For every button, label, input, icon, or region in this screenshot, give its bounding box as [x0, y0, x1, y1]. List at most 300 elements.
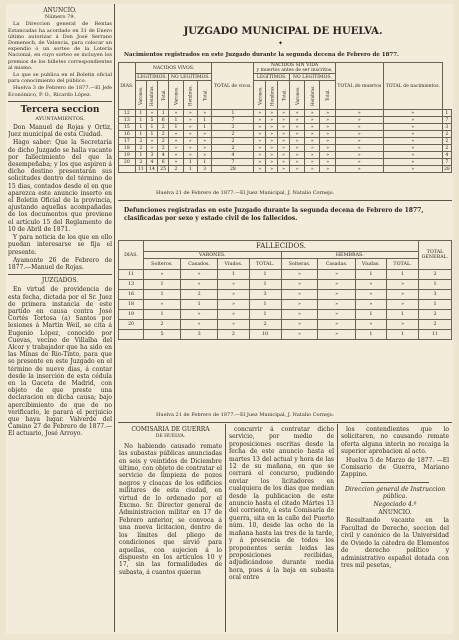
table-cell: 2 [419, 320, 452, 330]
page-title: JUZGADO MUNICIPAL DE HUELVA. [183, 26, 383, 37]
births-subheader: Hembras. [183, 81, 197, 110]
table-cell: » [183, 152, 197, 159]
table-cell: 1 [387, 310, 419, 320]
dia-cell: 18 [119, 145, 136, 152]
table-cell: » [254, 152, 266, 159]
table-cell: 2 [419, 310, 452, 320]
table-cell: 1 [146, 124, 157, 131]
table-cell: » [290, 110, 305, 117]
dias-header: DIAS. [119, 63, 136, 110]
anuncio-paragraph: Huelva 3 de Febrero de 1877.—El Jefe Económico, P. O., Ricardo López. [8, 85, 112, 98]
births-subheader: Varones. [290, 81, 305, 110]
table-cell: 1 [183, 166, 197, 173]
table-cell: 1 [169, 117, 183, 124]
table-cell: » [320, 117, 335, 124]
table-cell: » [266, 152, 278, 159]
table-cell: 11 [135, 166, 146, 173]
table-cell: 2 [169, 166, 183, 173]
table-cell: » [169, 152, 183, 159]
dia-cell: 20 [119, 320, 144, 330]
table-cell: » [254, 159, 266, 166]
table-cell: » [181, 310, 218, 320]
section-rule [118, 422, 452, 423]
deaths-subheader: Casados. [181, 259, 218, 270]
table-cell: 3 [419, 290, 452, 300]
table-cell: » [335, 138, 383, 145]
dia-cell: 12 [119, 110, 136, 117]
juzgados-paragraph: En virtud de providencia de esta fecha, dictada por el Sr. Juez de primera instancia de este partido en causa contra José Cortés Tortosa (a) Santos por lesiones á Martin Weil, se cita á Eugenio López, conocido por Cuevas, vecino de Villalba del Alcor y trabajador que ha sido en las Minas de Rio-Tinto, para que se presente en este Juzgado en el término de nueve dias, á contar desde la inserción de esta cédula en la Gaceta de Madrid, con objeto de que preste una declaracion en dicha causa; bajo apercibimiento de que de no verificarlo, le parará el perjuicio que haya lugar. Valverde del Camino 27 de Febrero de 1877.—El actuario, José Arroyo. [8, 286, 112, 438]
table-row [119, 110, 452, 117]
table-cell: 5 [146, 117, 157, 124]
table-row [119, 117, 452, 124]
table-cell: » [383, 131, 442, 138]
table-cell: 1 [135, 110, 146, 117]
table-cell: 1 [355, 270, 386, 280]
table-cell: 1 [144, 280, 181, 290]
hembras-header: HEMBRAS. [281, 252, 418, 259]
dias-header: DIAS. [119, 241, 144, 270]
table-cell: » [278, 138, 290, 145]
deaths-subheader: Viudas. [355, 259, 386, 270]
table-cell: 2 [135, 138, 146, 145]
table-cell: » [278, 117, 290, 124]
table-cell: » [198, 138, 212, 145]
table-cell: » [290, 166, 305, 173]
table-cell: » [144, 270, 181, 280]
dia-cell: 19 [119, 152, 136, 159]
table-cell: 6 [158, 117, 169, 124]
births-footer: Huelva 21 de Febrero de 1877.—El Juez Municipal, J. Natalio Cornejo. [156, 190, 335, 196]
divider [8, 274, 112, 275]
table-cell: 2 [158, 145, 169, 152]
table-cell: » [383, 145, 442, 152]
table-cell: 1 [135, 152, 146, 159]
table-cell: » [169, 110, 183, 117]
dia-cell: 16 [119, 290, 144, 300]
table-cell: » [318, 310, 355, 320]
table-cell: » [305, 124, 320, 131]
dia-cell: 17 [119, 138, 136, 145]
table-cell: 4 [212, 152, 254, 159]
right-column [341, 426, 449, 632]
table-cell: » [266, 159, 278, 166]
deaths-footer: Huelva 21 de Febrero de 1877.—El Juez Municipal, J. Natalio Cornejo. [156, 412, 335, 418]
table-cell: » [198, 110, 212, 117]
births-table-wrap [118, 62, 452, 173]
table-cell: 1 [144, 310, 181, 320]
table-row [119, 300, 452, 310]
total-nacimientos-header: TOTAL de nacimientos. [383, 63, 442, 110]
divider [361, 482, 429, 483]
table-cell: » [318, 280, 355, 290]
table-cell: » [281, 280, 318, 290]
table-cell: » [266, 145, 278, 152]
table-cell: » [305, 117, 320, 124]
table-row [119, 131, 452, 138]
anuncio2-text: Resultando vacante en la Facultad de Derecho, seccion del civil y canónico de la Universidad de Oviedo la cátedra de Elementos de derecho político y administrativo español dotada con tres mil pesetas, [341, 517, 449, 569]
table-cell: 2 [135, 159, 146, 166]
table-cell: 3 [146, 152, 157, 159]
table-cell: 1 [249, 300, 281, 310]
anuncio-heading: ANUNCIO. [378, 509, 412, 517]
births-caption: Nacimientos registrados en este Juzgado durante la segunda decena de Febrero de 1877. [124, 52, 399, 58]
table-cell: 1 [218, 270, 249, 280]
table-cell: 1 [249, 270, 281, 280]
table-cell: » [318, 270, 355, 280]
table-cell: » [335, 152, 383, 159]
table-cell: » [387, 290, 419, 300]
births-subheader: Varones. [135, 81, 146, 110]
table-cell: » [320, 110, 335, 117]
table-cell: 2 [212, 138, 254, 145]
table-cell: 1 [146, 131, 157, 138]
table-cell: » [278, 152, 290, 159]
table-cell: » [383, 166, 442, 173]
table-cell: 2 [158, 138, 169, 145]
table-cell: » [290, 145, 305, 152]
table-cell: » [383, 124, 442, 131]
dia-cell [119, 166, 136, 173]
table-cell: 2 [212, 145, 254, 152]
births-subheader: Total. [278, 81, 290, 110]
table-cell: » [198, 131, 212, 138]
table-cell: » [318, 300, 355, 310]
direccion-heading: Direccion general de Instruccion pública. [344, 485, 446, 501]
table-cell: » [281, 270, 318, 280]
table-cell: 4 [158, 152, 169, 159]
table-cell: » [335, 166, 383, 173]
table-cell: 7 [442, 159, 451, 166]
table-cell: » [320, 166, 335, 173]
dia-cell: 13 [119, 280, 144, 290]
no-legitimos-header: NO LEGÍTIMOS. [290, 74, 336, 81]
table-cell: 28 [443, 166, 450, 172]
table-cell: » [320, 138, 335, 145]
table-cell: » [254, 166, 266, 173]
table-cell: » [383, 159, 442, 166]
dia-cell: 15 [119, 124, 136, 131]
table-cell: » [218, 300, 249, 310]
table-cell: » [281, 330, 318, 340]
column-rule [337, 424, 338, 632]
ornament-icon: ✦ [278, 40, 284, 47]
anuncio-title: ANUNCIO. [43, 7, 77, 14]
table-cell: 3 [249, 290, 281, 300]
table-cell: » [383, 152, 442, 159]
table-row [119, 290, 452, 300]
table-cell: 11 [419, 330, 452, 340]
births-subheader: Total. [320, 81, 335, 110]
table-cell: » [181, 280, 218, 290]
table-cell: » [387, 280, 419, 290]
table-row [119, 320, 452, 330]
table-cell: » [305, 145, 320, 152]
table-cell: » [335, 159, 383, 166]
deaths-subheader: Viudos. [218, 259, 249, 270]
table-cell: » [318, 330, 355, 340]
table-cell: » [305, 166, 320, 173]
table-cell: 2 [212, 131, 254, 138]
totals-row [119, 166, 452, 173]
table-cell: 2 [144, 320, 181, 330]
anuncio-paragraph: Lo que se publica en el Boletin oficial para conocimiento del público. [8, 72, 112, 85]
table-cell: » [305, 110, 320, 117]
table-cell: » [146, 110, 157, 117]
table-cell: » [181, 320, 218, 330]
table-cell: 7 [212, 117, 254, 124]
table-cell: 1 [419, 280, 452, 290]
table-cell: 1 [355, 310, 386, 320]
table-cell: 2 [181, 290, 218, 300]
dia-cell: 13 [119, 117, 136, 124]
table-cell: » [383, 117, 442, 124]
newspaper-page [6, 4, 453, 634]
table-cell: » [387, 320, 419, 330]
table-cell: » [278, 131, 290, 138]
nacidos-sin-vida-header [254, 63, 335, 74]
table-cell: 2 [218, 330, 249, 340]
comisaria-column [119, 426, 222, 632]
table-cell: 2 [135, 145, 146, 152]
table-cell: » [305, 159, 320, 166]
table-cell: 1 [442, 110, 451, 117]
no-legitimos-header: NO LEGÍTIMOS. [169, 74, 212, 81]
table-cell: 1 [135, 131, 146, 138]
table-cell: » [254, 117, 266, 124]
table-row [119, 152, 452, 159]
ayuntamientos-paragraph: Y para noticia de los que en ello puedan interesarse se fija el presente. [8, 234, 112, 256]
dia-cell [119, 330, 144, 340]
table-cell: 2 [442, 131, 451, 138]
ayuntamientos-subtitle: AYUNTAMIENTOS. [35, 115, 85, 122]
ayuntamientos-paragraph: Ayamonte 26 de Febrero de 1877.—Manuel de Rojas. [8, 256, 112, 271]
table-cell: » [320, 131, 335, 138]
table-cell: » [318, 290, 355, 300]
table-cell: » [218, 310, 249, 320]
table-cell: » [290, 117, 305, 124]
table-cell: » [169, 145, 183, 152]
ayuntamientos-paragraph: Hago saber: Que la Secretaría de dicho Juzgado se halla vacante por fallecimiento del que la desempeñaba; y los que aspiren á dicho destino presentarán sus solicitudes dentro del término de 15 dias, contados desde el en que aparezca este anuncio inserto en el Boletin Oficial de la provincia, ajustando aquellas acompañadas de los documentos que previene el artículo 15 del Reglamento de 10 de Abril de 1871. [8, 139, 112, 233]
table-cell: » [278, 124, 290, 131]
table-cell: » [183, 138, 197, 145]
table-cell: » [266, 117, 278, 124]
table-cell: » [335, 117, 383, 124]
table-cell: » [335, 110, 383, 117]
deaths-subheader: TOTAL. [387, 259, 419, 270]
table-cell: » [355, 320, 386, 330]
table-cell: 2 [158, 131, 169, 138]
table-cell: 1 [158, 110, 169, 117]
table-cell: » [266, 166, 278, 173]
table-cell: » [278, 166, 290, 173]
table-row [119, 270, 452, 280]
births-subheader: Total. [158, 81, 169, 110]
sin-vida-title: NACIDOS SIN VIDA [270, 63, 319, 68]
table-cell: » [144, 300, 181, 310]
table-cell: » [281, 300, 318, 310]
table-cell: » [169, 138, 183, 145]
table-cell: 1 [419, 300, 452, 310]
table-cell: » [169, 131, 183, 138]
births-subheader: Varones. [254, 81, 266, 110]
table-cell: 14 [146, 166, 157, 173]
table-cell: 1 [169, 124, 183, 131]
table-cell: » [181, 270, 218, 280]
sin-vida-sub: y muertos antes de ser inscritos. [256, 68, 333, 73]
table-cell: 2 [442, 138, 451, 145]
table-cell: » [355, 290, 386, 300]
table-cell: 1 [144, 290, 181, 300]
legitimos-header: LEGÍTIMOS. [137, 74, 167, 80]
table-cell: » [183, 117, 197, 124]
dia-cell: 18 [119, 300, 144, 310]
table-cell: » [290, 131, 305, 138]
births-subheader: Hembras. [305, 81, 320, 110]
table-cell: » [355, 280, 386, 290]
totals-row [119, 330, 452, 340]
comisaria-title: COMISARÍA DE GUERRA [131, 426, 210, 433]
varones-header: VARONES. [144, 252, 282, 259]
table-cell: 2 [419, 270, 452, 280]
table-cell: » [305, 131, 320, 138]
table-cell: » [383, 110, 442, 117]
table-cell: » [281, 290, 318, 300]
births-table [118, 62, 452, 173]
deaths-subheader: Casadas. [318, 259, 355, 270]
table-cell: 1 [387, 270, 419, 280]
dia-cell: 11 [119, 270, 144, 280]
table-cell: » [335, 145, 383, 152]
table-cell: 7 [442, 117, 451, 124]
total-vivos-header: TOTAL de vivos. [212, 63, 254, 110]
table-cell: » [278, 159, 290, 166]
table-cell: » [198, 152, 212, 159]
table-cell: 4 [146, 159, 157, 166]
total-muertos-header: TOTAL de muertos [335, 63, 383, 110]
table-row [119, 159, 452, 166]
table-cell: » [320, 145, 335, 152]
anuncio-number: Número 79. [44, 14, 76, 21]
deaths-subheader-row [119, 259, 452, 270]
births-subheader: Hembras. [266, 81, 278, 110]
nacidos-vivos-header: NACIDOS VIVOS. [135, 63, 212, 74]
deaths-table [118, 240, 452, 340]
table-cell: » [305, 138, 320, 145]
comisaria-text: No habiendo causado remate las subastas públicas anunciadas en seis y veintidos de Diciembre último, con objeto de contratar el servicio de limpieza de pozos negros y cloacas de los edificios militares de esta ciudad, en virtud de lo ordenado por el Excmo. Sr. Director general de Administracion militar en 17 de Febrero anterior, se convoca á una nueva licitacion, dentro de los límites del pliego de condiciones que sirvió para aquellas, con sujecion á lo dispuesto en los artículos 10 y 17, sin las formalidades de subasta, á cuantos quieran [119, 442, 222, 576]
deaths-body [119, 270, 452, 340]
table-cell: 4 [442, 152, 451, 159]
table-cell: 1 [212, 110, 254, 117]
table-cell: » [183, 110, 197, 117]
table-cell: » [290, 152, 305, 159]
deaths-caption: Defunciones registradas en este Juzgado durante la segunda decena de Febrero de 1877, clasificadas por sexo y estado civil de los fallecidos. [124, 207, 424, 222]
table-cell: » [266, 131, 278, 138]
right-text: los contendientes que lo solicitaren, no causando remate oferta alguna interin no recaiga la superior aprobacion al acto. [341, 426, 449, 456]
table-cell: 1 [387, 330, 419, 340]
deaths-subheader: Solteros. [144, 259, 181, 270]
anuncio-paragraph: La Direccion general de Rentas Estancadas ha acordado en 31 de Enero último autorizar á Don José Serrano Domenech, de Valencia, para colocar un expendio ó un sorteo de la Lotería Nacional, en cuyo sorteo se incluyen los premios de los billetes correspondientes al mismo. [8, 21, 112, 71]
table-cell: » [290, 159, 305, 166]
table-row [119, 145, 452, 152]
table-cell: » [218, 290, 249, 300]
table-cell: 1 [198, 117, 212, 124]
table-cell: » [387, 300, 419, 310]
table-cell: » [254, 110, 266, 117]
births-subheader: Varones. [169, 81, 183, 110]
deaths-table-wrap [118, 240, 452, 340]
births-subheader: Total. [198, 81, 212, 110]
table-cell: 3 [198, 166, 212, 173]
table-cell: 1 [135, 124, 146, 131]
table-cell: 1 [249, 280, 281, 290]
table-cell: 1 [355, 330, 386, 340]
table-cell: » [146, 145, 157, 152]
deaths-subheader: TOTAL. [249, 259, 281, 270]
table-cell: 3 [442, 124, 451, 131]
table-cell: 1 [135, 117, 146, 124]
table-cell: » [266, 138, 278, 145]
table-cell: » [198, 145, 212, 152]
table-cell: 2 [249, 320, 281, 330]
table-row [119, 280, 452, 290]
table-cell: » [169, 159, 183, 166]
table-cell: 3 [212, 124, 254, 131]
table-cell: » [281, 320, 318, 330]
table-cell: » [305, 152, 320, 159]
right-sign: Huelva 5 de Marzo de 1877. —El Comisario de Guerra, Mariano Zappino. [341, 456, 449, 479]
section-rule [118, 200, 452, 201]
table-cell: » [320, 159, 335, 166]
table-cell: » [278, 110, 290, 117]
table-cell: » [254, 131, 266, 138]
table-cell: 1 [198, 124, 212, 131]
table-cell: 1 [183, 159, 197, 166]
middle-text: concurrir á contratar dicho servicio, por medio de proposiciones escritas desde la fecha de este anuncio hasta el martes 13 del actual y hora de las 12 de su mañana, en que se cerrará el concurso, pudiendo enviar los licitadores en cualquiera de los dias que median desde la publicacion de este anuncio hasta el citado Mártes 13 del corriente, á esta Comisaría de guerra, sita en la calle del Puerto núm. 10, desde las ocho de la mañana hasta las tres de la tarde, y á presencia de todos los proponentes serán leidas las proposiciones recibidas, adjudicándose durante media hora, pues á la baja en subasta oral entre [229, 426, 334, 582]
left-column [8, 4, 112, 632]
legitimos-header: LEGÍTIMOS. [254, 74, 290, 81]
table-row [119, 310, 452, 320]
births-body [119, 110, 452, 173]
table-cell: » [320, 152, 335, 159]
table-cell: 1 [181, 300, 218, 310]
table-row [119, 138, 452, 145]
table-cell: 6 [158, 159, 169, 166]
births-subheader: Hembras. [146, 81, 157, 110]
dia-cell: 19 [119, 310, 144, 320]
table-cell: » [335, 124, 383, 131]
negociado-heading: Negociado 4.º [373, 500, 417, 508]
table-cell: » [281, 310, 318, 320]
table-cell: 7 [212, 159, 254, 166]
fallecidos-header: FALLECIDOS. [144, 241, 419, 252]
tercera-seccion-title: Tercera seccion [20, 104, 100, 115]
table-cell: » [183, 124, 197, 131]
table-cell: » [320, 124, 335, 131]
table-cell: » [183, 131, 197, 138]
table-cell: 3 [181, 330, 218, 340]
column-rule [225, 424, 226, 632]
comisaria-subtitle: DE HUELVA. [155, 434, 186, 440]
table-cell: » [218, 280, 249, 290]
table-cell: 28 [212, 166, 254, 173]
table-cell: 2 [442, 145, 451, 152]
table-cell: » [218, 320, 249, 330]
table-cell: » [278, 145, 290, 152]
table-cell: » [183, 145, 197, 152]
table-cell: » [355, 300, 386, 310]
table-cell: » [335, 131, 383, 138]
total-general-header: TOTAL GENERAL. [419, 241, 452, 270]
